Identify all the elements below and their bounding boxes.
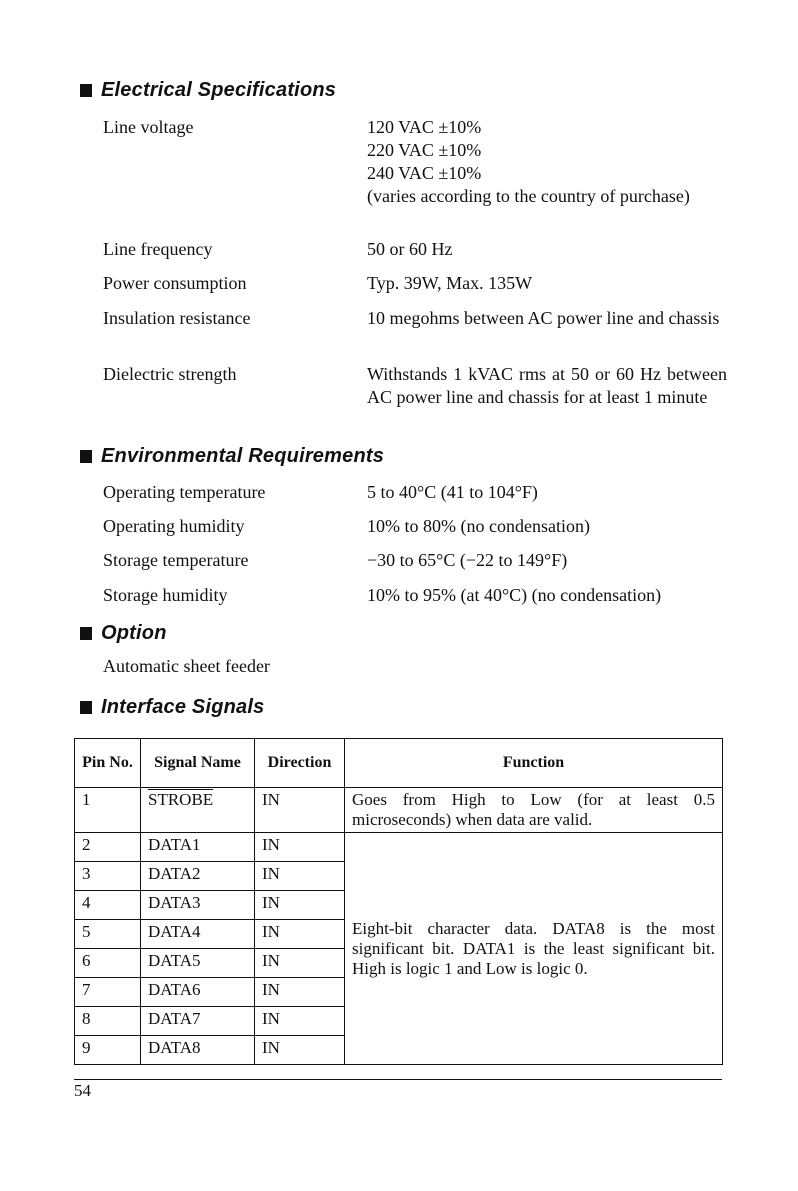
signal-cell: DATA4	[141, 920, 255, 949]
signal-cell: DATA3	[141, 891, 255, 920]
direction-cell: IN	[255, 920, 345, 949]
voltage-220: 220 VAC ±10%	[367, 140, 482, 160]
direction-cell: IN	[255, 862, 345, 891]
storage-humidity-label: Storage humidity	[103, 585, 228, 605]
voltage-240: 240 VAC ±10%	[367, 163, 482, 183]
table-row	[75, 833, 723, 862]
pin-cell: 3	[75, 862, 141, 891]
signal-cell: DATA7	[141, 1007, 255, 1036]
dielectric-strength-value: Withstands 1 kVAC rms at 50 or 60 Hz between AC power line and chassis for at least 1 minute	[367, 364, 727, 407]
pin-cell: 7	[75, 978, 141, 1007]
pin-cell: 5	[75, 920, 141, 949]
section-heading-environmental	[80, 445, 384, 468]
bullet-icon	[80, 450, 92, 463]
header-signal: Signal Name	[141, 739, 255, 788]
storage-humidity-value: 10% to 95% (at 40°C) (no condensation)	[367, 585, 662, 605]
storage-temperature-label: Storage temperature	[103, 550, 249, 570]
section-title: Environmental Requirements	[101, 445, 385, 467]
direction-cell: IN	[255, 949, 345, 978]
section-title: Option	[101, 622, 167, 644]
line-voltage-label: Line voltage	[103, 117, 194, 137]
table-header-row	[75, 739, 723, 788]
signal-cell: DATA1	[141, 833, 255, 862]
direction-cell: IN	[255, 891, 345, 920]
line-frequency-label: Line frequency	[103, 239, 213, 259]
bullet-icon	[80, 701, 92, 714]
bullet-icon	[80, 627, 92, 640]
pin-cell: 9	[75, 1036, 141, 1065]
direction-cell: IN	[255, 833, 345, 862]
line-voltage-values	[367, 116, 727, 208]
signal-cell: DATA2	[141, 862, 255, 891]
signal-cell: DATA6	[141, 978, 255, 1007]
dielectric-strength-label: Dielectric strength	[103, 364, 237, 384]
bullet-icon	[80, 84, 92, 97]
function-cell-strobe: Goes from High to Low (for at least 0.5 microseconds) when data are valid.	[345, 788, 723, 833]
pin-cell: 6	[75, 949, 141, 978]
operating-temperature-label: Operating temperature	[103, 482, 266, 502]
signal-name: STROBE	[148, 790, 214, 809]
pin-cell: 1	[75, 788, 141, 833]
option-item: Automatic sheet feeder	[103, 656, 270, 676]
section-heading-electrical	[80, 79, 336, 102]
voltage-note: (varies according to the country of purchase)	[367, 186, 690, 206]
function-cell-data: Eight-bit character data. DATA8 is the most significant bit. DATA1 is the least significant bit. High is logic 1 and Low is logic 0.	[345, 833, 723, 1065]
section-heading-interface	[80, 696, 264, 719]
table-row	[75, 788, 723, 833]
header-direction: Direction	[255, 739, 345, 788]
insulation-resistance-value: 10 megohms between AC power line and chassis	[367, 308, 720, 328]
section-title: Interface Signals	[101, 696, 265, 718]
header-pin: Pin No.	[75, 739, 141, 788]
power-consumption-value: Typ. 39W, Max. 135W	[367, 273, 533, 293]
section-heading-option	[80, 622, 167, 645]
operating-temperature-value: 5 to 40°C (41 to 104°F)	[367, 482, 538, 502]
storage-temperature-value: −30 to 65°C (−22 to 149°F)	[367, 550, 568, 570]
header-function: Function	[345, 739, 723, 788]
pin-cell: 8	[75, 1007, 141, 1036]
direction-cell: IN	[255, 1036, 345, 1065]
signal-cell: DATA5	[141, 949, 255, 978]
pin-cell: 2	[75, 833, 141, 862]
insulation-resistance-label: Insulation resistance	[103, 308, 251, 328]
page-number: 54	[74, 1081, 91, 1100]
section-title: Electrical Specifications	[101, 79, 337, 101]
power-consumption-label: Power consumption	[103, 273, 247, 293]
direction-cell: IN	[255, 978, 345, 1007]
direction-cell: IN	[255, 1007, 345, 1036]
pin-cell: 4	[75, 891, 141, 920]
interface-signals-table	[74, 738, 723, 1065]
signal-cell	[141, 788, 255, 833]
direction-cell: IN	[255, 788, 345, 833]
signal-cell: DATA8	[141, 1036, 255, 1065]
line-frequency-value: 50 or 60 Hz	[367, 239, 453, 259]
operating-humidity-label: Operating humidity	[103, 516, 245, 536]
voltage-120: 120 VAC ±10%	[367, 117, 482, 137]
footer-rule	[74, 1079, 722, 1080]
operating-humidity-value: 10% to 80% (no condensation)	[367, 516, 590, 536]
